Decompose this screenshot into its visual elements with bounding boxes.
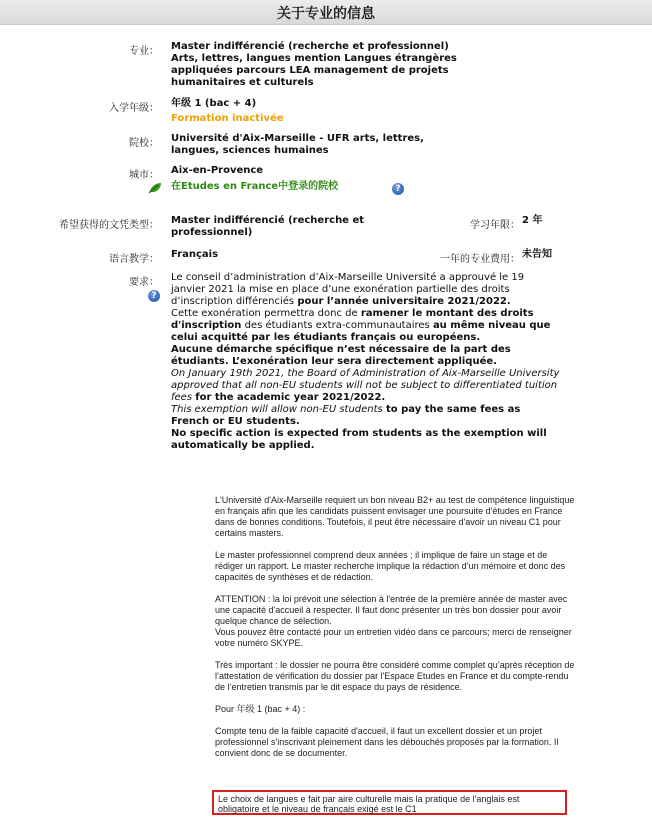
specialty-value: Master indifférencié (recherche et professionnel) Arts, lettres, langues mention Langues étrangères appliquées parcours LEA management de projets humanitaires et culturels	[171, 41, 457, 88]
requirements-p5a: This exemption will allow non-EU students	[171, 404, 383, 415]
description-paragraph: Vous pouvez être contacté pour un entretien vidéo dans ce parcours; merci de renseigner votre numéro SKYPE.	[215, 627, 572, 648]
language-value: Français	[171, 249, 219, 260]
description-paragraph: ATTENTION : la loi prévoit une sélection à l'entrée de la première année de master avec une capacité d'accueil à respecter. Il faut donc présenter un très bon dossier pour avoir quelque chance de sélection.	[215, 594, 568, 626]
requirements-p2a: Cette exonération permettra donc de	[171, 308, 358, 319]
question-circle-icon[interactable]: ?	[148, 290, 160, 302]
fee-label: 一年的专业费用：	[440, 254, 520, 265]
specialty-label: 专业：	[129, 46, 159, 57]
requirements-p2c: des étudiants extra-communautaires	[244, 320, 430, 331]
requirements-p4b: for the academic year 2021/2022.	[195, 392, 386, 403]
year-value: 年级 1 (bac + 4)	[171, 98, 257, 109]
requirements-p5b: to pay the same fees as French or EU students.	[171, 404, 521, 427]
requirements-p1b: pour l’année universitaire 2021/2022.	[297, 296, 511, 307]
duration-value: 2 年	[522, 215, 543, 226]
fee-value: 未告知	[522, 249, 552, 260]
diploma-value: Master indifférencié (recherche et professionnel)	[171, 215, 365, 238]
page-title: 关于专业的信息	[277, 6, 375, 22]
city-value: Aix-en-Provence	[171, 165, 264, 176]
highlight-text: Le choix de langues e fait par aire culturelle mais la pratique de l'anglais est obligatoire et le niveau de français exigé est le C1	[218, 794, 520, 814]
city-label: 城市：	[129, 170, 159, 181]
description-paragraph: Le master professionnel comprend deux années ; il implique de faire un stage et de rédiger un rapport. Le master recherche implique la rédaction d’un mémoire et donc des capacités de synthèses et de rédaction.	[215, 550, 566, 582]
school-value: Université d'Aix-Marseille - UFR arts, lettres, langues, sciences humaines	[171, 133, 424, 156]
page-header	[0, 0, 652, 25]
registered-school-link[interactable]: 在Etudes en France中登录的院校	[171, 181, 339, 192]
duration-label: 学习年限：	[470, 220, 520, 231]
requirements-p6: No specific action is expected from students as the exemption will automatically be applied.	[171, 428, 547, 451]
formation-status: Formation inactivée	[171, 113, 284, 124]
requirements-label: 要求：	[129, 277, 159, 288]
requirements-p2b: ramener le montant des droits d'inscription	[171, 308, 534, 331]
year-label: 入学年级：	[109, 103, 159, 114]
description-paragraph: Très important : le dossier ne pourra être considéré comme complet qu’après réception de l’attestation de vérification du dossier par l'Espace Etudes en France et du compte-rendu de l’entretien transmis par le dit espace du pays de résidence.	[215, 660, 575, 692]
requirements-p1: Le conseil d’administration d’Aix-Marseille Université a approuvé le 19 janvier 2021 la mise en place d’une exonération partielle des droits d’inscription différenciés	[171, 272, 525, 307]
diploma-label: 希望获得的文凭类型：	[59, 220, 159, 231]
requirements-p3: Aucune démarche spécifique n’est nécessaire de la part des étudiants. L’exonération leur sera directement appliquée.	[171, 344, 511, 367]
description-paragraph: Compte tenu de la faible capacité d'accueil, il faut un excellent dossier et un projet professionnel s'inscrivant pleinement dans les débouchés proposés par la formation. Il convient donc de se documenter.	[215, 726, 559, 758]
leaf-icon	[148, 182, 162, 194]
highlight-box	[212, 790, 567, 815]
requirements-text	[171, 272, 561, 452]
requirements-p4a: On January 19th 2021, the Board of Administration of Aix-Marseille University approved that all non-EU students will not be subject to differentiated tuition fees	[171, 368, 560, 403]
school-label: 院校：	[129, 138, 159, 149]
question-circle-icon[interactable]: ?	[392, 183, 404, 195]
program-description	[215, 495, 575, 770]
requirements-p2d: au même niveau que celui acquitté par les étudiants français ou européens.	[171, 320, 551, 343]
language-label: 语言教学：	[109, 254, 159, 265]
description-paragraph: Pour 年级 1 (bac + 4) :	[215, 704, 306, 714]
description-paragraph: L'Université d'Aix-Marseille requiert un bon niveau B2+ au test de compétence linguistique en français afin que les candidats puissent envisager une poursuite d'études en France dans de bonnes conditions. Toutefois, il peut être nécessaire d'avoir un niveau C1 pour certains masters.	[215, 495, 575, 538]
